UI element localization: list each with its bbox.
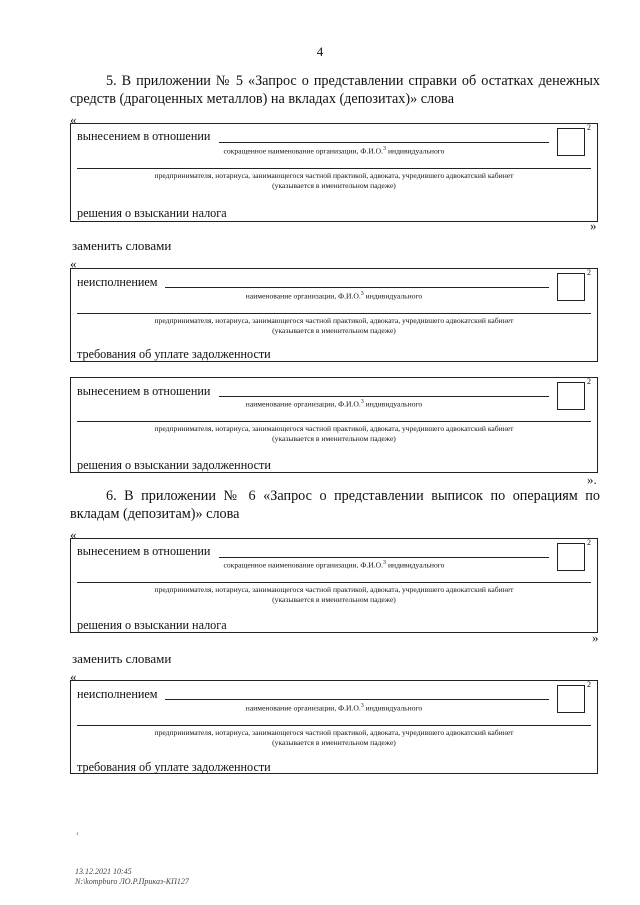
open-quote: «: [70, 112, 77, 127]
box-3-lead: вынесением в отношении: [77, 384, 211, 398]
box-4-mark-number: 2: [587, 538, 591, 547]
footer-date: 13.12.2021 10:45: [75, 867, 132, 876]
box-4-line-2: [77, 582, 591, 583]
section-6-heading: 6. В приложении № 6 «Запрос о представлении выписок по операциям по вкладам (депозитам)» слова: [70, 488, 600, 522]
open-quote: «: [70, 669, 77, 684]
form-box-4: [70, 538, 598, 633]
stray-mark: ‹: [76, 828, 79, 838]
box-5-mark-number: 2: [587, 680, 591, 689]
box-2-caption-3: (указывается в именительном падеже): [272, 326, 396, 335]
box-2-mark-number: 2: [587, 268, 591, 277]
close-quote: »: [590, 218, 597, 233]
box-3-caption-3: (указывается в именительном падеже): [272, 434, 396, 443]
form-box-3: [70, 377, 598, 473]
open-quote: «: [70, 256, 77, 271]
box-2-line-2: [77, 313, 591, 314]
box-2-tail: требования об уплате задолженности: [77, 347, 271, 361]
box-1-caption-3: (указывается в именительном падеже): [272, 181, 396, 190]
box-1-caption-1: сокращенное наименование организации, Ф.И.О.$^3$ индивидуального: [223, 146, 445, 156]
close-quote: »: [592, 630, 599, 645]
box-4-lead: вынесением в отношении: [77, 544, 211, 558]
box-1-line-2: [77, 168, 591, 169]
box-1-caption-2: предпринимателя, нотариуса, занимающегося частной практикой, адвоката, учредившего адвокатский кабинет: [154, 171, 514, 180]
box-5-line-2: [77, 725, 591, 726]
footer-path: N:\kompburo ЛО.Р.Приказ-КП127: [75, 877, 189, 886]
box-4-caption-2: предпринимателя, нотариуса, занимающегося частной практикой, адвоката, учредившего адвокатский кабинет: [154, 585, 514, 594]
box-1-tail: решения о взыскании налога: [77, 206, 227, 220]
box-5-tail: требования об уплате задолженности: [77, 760, 271, 774]
box-2-caption-1: наименование организации, Ф.И.О.$^3$ индивидуального: [245, 291, 423, 301]
box-5-caption-3: (указывается в именительном падеже): [272, 738, 396, 747]
box-2-caption-2: предпринимателя, нотариуса, занимающегося частной практикой, адвоката, учредившего адвокатский кабинет: [154, 316, 514, 325]
box-4-caption-1: сокращенное наименование организации, Ф.И.О.$^3$ индивидуального: [223, 560, 445, 570]
box-2-lead: неисполнением: [77, 275, 158, 289]
box-3-caption-1: наименование организации, Ф.И.О.$^3$ индивидуального: [245, 399, 423, 409]
replace-with-label: заменить словами: [72, 651, 172, 666]
box-5-line-1: [165, 699, 549, 700]
box-1-line-1: [219, 142, 549, 143]
box-3-mark-number: 2: [587, 377, 591, 386]
form-box-5: [70, 680, 598, 774]
replace-with-label: заменить словами: [72, 238, 172, 253]
box-3-line-2: [77, 421, 591, 422]
box-2-line-1: [165, 287, 549, 288]
open-quote: «: [70, 527, 77, 542]
page-number: 4: [316, 44, 324, 59]
box-1-mark-number: 2: [587, 123, 591, 132]
box-1-lead: вынесением в отношении: [77, 129, 211, 143]
box-3-caption-2: предпринимателя, нотариуса, занимающегося частной практикой, адвоката, учредившего адвокатский кабинет: [154, 424, 514, 433]
close-quote-dot: ».: [587, 472, 597, 487]
box-4-caption-3: (указывается в именительном падеже): [272, 595, 396, 604]
section-5-heading: 5. В приложении № 5 «Запрос о представлении справки об остатках денежных средств (драгоценных металлов) на вкладах (депозитах)» слова: [70, 73, 600, 107]
box-5-caption-1: наименование организации, Ф.И.О.$^3$ индивидуального: [245, 703, 423, 713]
box-4-tail: решения о взыскании налога: [77, 618, 227, 632]
form-box-1: [70, 123, 598, 222]
box-3-tail: решения о взыскании задолженности: [77, 458, 271, 472]
box-5-caption-2: предпринимателя, нотариуса, занимающегося частной практикой, адвоката, учредившего адвокатский кабинет: [154, 728, 514, 737]
box-5-lead: неисполнением: [77, 687, 158, 701]
form-box-2: [70, 268, 598, 362]
